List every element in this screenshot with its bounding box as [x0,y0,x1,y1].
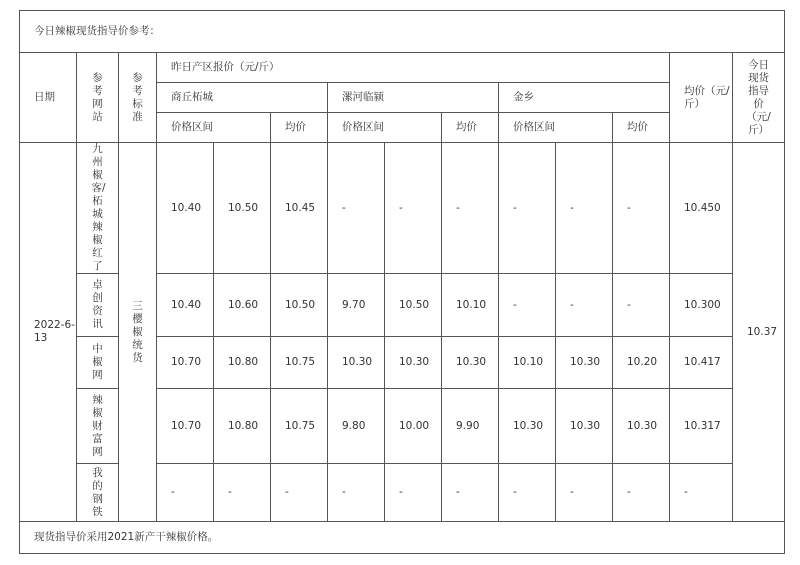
header-avg: 均价 [271,113,328,143]
price-cell: - [613,464,670,522]
price-cell: 10.75 [271,389,328,464]
site-name: 中椒网 [92,343,103,381]
price-cell: - [385,143,442,274]
price-cell: - [442,143,499,274]
header-yesterday: 昨日产区报价（元/斤） [157,53,670,83]
price-cell: 10.60 [214,274,271,337]
price-cell: 10.75 [271,337,328,389]
price-cell: 9.80 [328,389,385,464]
price-cell: - [442,464,499,522]
price-cell: 10.50 [214,143,271,274]
site-name: 我的钢铁 [92,466,103,518]
header-avg: 均价 [442,113,499,143]
price-cell: 10.70 [157,337,214,389]
price-cell: - [499,274,556,337]
price-cell: 10.80 [214,337,271,389]
header-avg: 均价 [613,113,670,143]
today-price: 10.37 [733,143,785,522]
price-cell: - [613,274,670,337]
site-name: 卓创资讯 [92,279,103,330]
header-price-range: 价格区间 [499,113,613,143]
price-cell: - [499,143,556,274]
price-cell: 10.10 [442,274,499,337]
price-cell: 10.50 [385,274,442,337]
price-cell: 9.70 [328,274,385,337]
price-cell: - [556,464,613,522]
region-luohe: 漯河临颍 [328,83,499,113]
price-cell: 10.30 [556,389,613,464]
table-row [20,143,785,274]
price-cell: - [385,464,442,522]
standard-cell: 三樱椒统货 [132,299,143,364]
price-cell: 10.45 [271,143,328,274]
region-shangqiu: 商丘柘城 [157,83,328,113]
price-cell: - [328,143,385,274]
price-table [19,10,785,554]
header-standard: 参考标准 [132,71,143,123]
price-cell: 10.40 [157,274,214,337]
price-cell: 10.20 [613,337,670,389]
price-cell: 10.30 [613,389,670,464]
price-cell: - [556,274,613,337]
avg-cell: - [670,464,733,522]
avg-cell: 10.417 [670,337,733,389]
site-name: 辣椒财富网 [92,393,103,458]
price-cell: 10.30 [556,337,613,389]
avg-cell: 10.450 [670,143,733,274]
price-cell: 10.30 [328,337,385,389]
header-date: 日期 [20,53,77,143]
price-cell: - [214,464,271,522]
site-name: 九州椒客/柘城辣椒红了 [91,143,106,272]
price-cell: 10.70 [157,389,214,464]
header-price-range: 价格区间 [328,113,442,143]
price-cell: 9.90 [442,389,499,464]
price-cell: 10.80 [214,389,271,464]
price-cell: 10.30 [499,389,556,464]
avg-cell: 10.300 [670,274,733,337]
header-price-range: 价格区间 [157,113,271,143]
avg-cell: 10.317 [670,389,733,464]
price-cell: 10.40 [157,143,214,274]
header-avg-unit: 均价（元/斤） [670,53,733,143]
date-cell: 2022-6-13 [20,143,77,522]
price-cell: - [328,464,385,522]
price-cell: 10.30 [385,337,442,389]
price-cell: - [499,464,556,522]
header-site: 参考网站 [92,71,103,123]
price-cell: 10.10 [499,337,556,389]
table-title: 今日辣椒现货指导价参考： [20,11,785,53]
region-jinxiang: 金乡 [499,83,670,113]
price-cell: 10.00 [385,389,442,464]
price-cell: 10.50 [271,274,328,337]
footer-note: 现货指导价采用2021新产干辣椒价格。 [20,522,785,554]
price-cell: - [613,143,670,274]
price-cell: 10.30 [442,337,499,389]
header-today: 今日现货指导价（元/斤） [746,58,771,136]
price-cell: - [556,143,613,274]
price-cell: - [271,464,328,522]
price-cell: - [157,464,214,522]
